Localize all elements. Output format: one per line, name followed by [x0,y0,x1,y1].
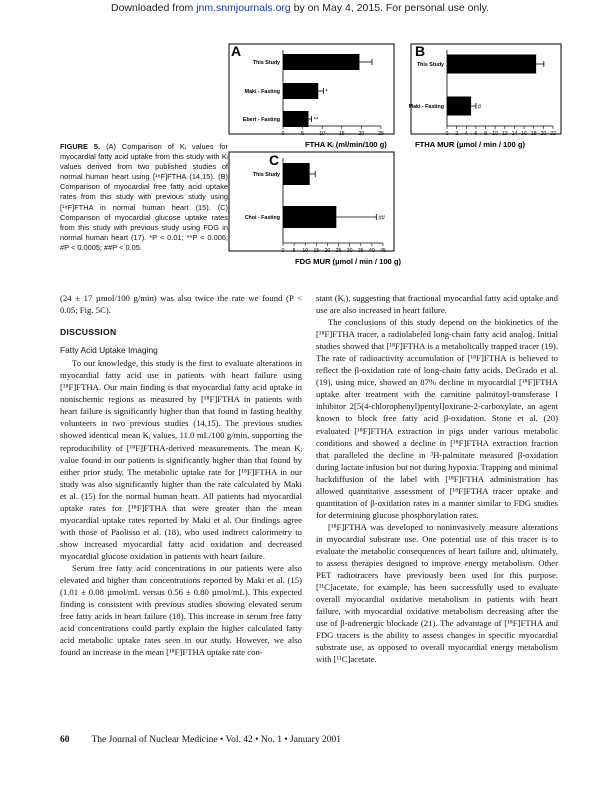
paragraph: Serum free fatty acid concentrations in our patients were also elevated and higher than concentrations reported by Maki et al. (15) (1.01 ± 0.08 µmol/mL versus 0.56 ± 0.80 µmol/mL). This expected finding is consistent with previous studies showing elevated serum free fatty acids in heart failure (18). This increase in serum free fatty acid concentrations could partly explain the higher calculated fatty acid metabolic uptake rates seen in our study. However, we also found an increase in the mean [¹⁸F]FTHA uptake rate con- [60,562,302,658]
row-label: This Study [252,172,280,178]
x-tick-label: 15 [313,248,320,254]
panel-letter: A [231,43,242,59]
x-tick-label: 12 [501,131,508,137]
paragraph: The conclusions of this study depend on the biokinetics of the [¹⁸F]FTHA tracer, a radiolabeled long-chain fatty acid analog. Initial studies showed that [¹⁸F]FTHA is a metabolically trapped tracer (19). The rate of radioactivity accumulation of [¹⁸F]FTHA is believed to reflect the β-oxidation rate of long-chain fatty acids. DeGrado et al. (19), using mice, showed an 87% decline in myocardial [¹⁸F]FTHA uptake after treatment with the carnitine palmitoyl-transferase I inhibitor 2[5(4-chlorophenyl)pentyl]oxirane-2-carboxylate, an agent known to block free fatty acid β-oxidation. Stone et al. (20) evaluated [¹⁸F]FTHA extraction in pigs under various metabolic conditions and showed a decline in [¹⁸F]FTHA extraction fraction that paralleled the decline in ³H-palmitate measured β-oxidation during lactate infusion but not during hypoxia. Trapping and minimal backdiffusion of the label with [¹⁸F]FTHA administration has allowed quantitative assessment of [¹⁸F]FTHA tracer uptake and quantitation of β-oxidation rates in a manner similar to FDG studies for determining glucose phosphorylation rates. [316,317,558,520]
row-label: This Study [252,60,280,66]
panel-frame [229,152,394,251]
page-footer [60,735,341,745]
x-tick-label: 5 [292,248,296,254]
paragraph: [¹⁸F]FTHA was developed to noninvasively measure alterations in myocardial substrate use. One potential use of this tracer is to evaluate the metabolic consequences of heart failure and, ultimately, to assess therapies designed to improve energy metabolism. Other PET radiotracers have previously been used for this purpose. [¹¹C]acetate, for example, has been successfully used to evaluate overall myocardial oxidative metabolism in patients with heart failure, with myocardial oxidative metabolism decreasing after the use of β-adrenergic blockade (21). The advantage of [¹⁸F]FTHA and FDG tracers is the ability to assess changes in specific myocardial substrate use, as opposed to overall myocardial energy metabolism with [¹¹C]acetate. [316,521,558,665]
x-tick-label: 30 [346,248,353,254]
x-tick-label: 45 [380,248,386,254]
x-tick-label: 6 [474,131,478,137]
x-tick-label: 20 [324,248,331,254]
paragraph: stant (Kᵢ), suggesting that fractional myocardial fatty acid uptake and use are also increased in heart failure. [316,293,558,316]
x-tick-label: 10 [319,131,326,137]
x-tick-label: 0 [281,248,285,254]
page-number: 60 [60,735,70,745]
section-heading: DISCUSSION [60,327,117,338]
bar [283,206,336,228]
x-tick-label: 2 [455,131,459,137]
bar [447,97,471,116]
paragraph: (24 ± 17 µmol/100 g/min) was also twice the rate we found (P < 0.05; Fig. 5C). [60,293,302,316]
row-label: Ebert - Fasting [242,117,280,123]
x-tick-label: 10 [492,131,499,137]
bar [447,55,536,74]
panel-b [409,43,561,149]
x-tick-label: 40 [368,248,375,254]
figure-caption: FIGURE 5. (A) Comparison of Kᵢ values for myocardial fatty acid uptake from this study with Kᵢ values derived from two published studies of normal human heart using [¹⁸F]FTHA (14,15). (B) Comparison of myocardial free fatty acid uptake rates from this study with previous study using [¹⁸F]FTHA in normal human heart (15). (C) Comparison of myocardial glucose uptake rates from this study with previous study using FDG in normal human heart (17). *P < 0.01; **P < 0.006; #P < 0.0005; ##P < 0.05. [60,142,229,252]
row-label: Maki - Fasting [408,104,444,110]
left-column [60,292,302,658]
bar [283,111,308,127]
panel-letter: B [415,43,426,59]
download-notice: Downloaded from jnm.snmjournals.org by on May 4, 2015. For personal use only. [110,2,489,14]
x-tick-label: 4 [464,131,468,137]
right-column [316,292,558,665]
x-tick-label: 14 [511,131,518,137]
x-axis-label: FDG MUR (µmol / min / 100 g) [295,257,402,266]
x-tick-label: 20 [540,131,547,137]
bar [283,54,359,70]
x-tick-label: 0 [281,131,285,137]
journal-footer: The Journal of Nuclear Medicine • Vol. 42 • No. 1 • January 2001 [91,735,341,745]
x-tick-label: 25 [335,248,342,254]
paragraph: To our knowledge, this study is the first to evaluate alterations in myocardial fatty acid use in patients with heart failure using [¹⁸F]FTHA. Our main finding is that myocardial fatty acid uptake in nonischemic regions as measured by [¹⁸F]FTHA in patients with heart failure is significantly higher than that found in fasting healthy volunteers in two previous studies (14,15). The previous studies showed identical mean Kᵢ values, 11.0 mL/100 g/min, supporting the reproducibility of [¹⁸F]FTHA-derived measurements. The mean Kᵢ value found in our patients is significantly higher than that found by either prior study. The metabolic uptake rate for [¹⁸F]FTHA in our study was also significantly higher than the rate calculated by Maki et al. (15) for the normal human heart. All patients had myocardial uptake rates for [¹⁸F]FTHA that were greater than the mean myocardial uptake rates reported by Maki et al. Our findings agree with those of Paolisso et al. (18), who used indirect calorimetry to show increased myocardial fatty acid oxidation and decreased myocardial glucose oxidation in patients with heart failure. [60,358,302,561]
significance-mark: ** [313,117,319,124]
x-tick-label: 10 [302,248,309,254]
significance-mark: ## [378,215,386,222]
x-tick-label: 15 [338,131,345,137]
x-tick-label: 25 [378,131,384,137]
panel-letter: C [269,152,280,168]
x-tick-label: 5 [301,131,305,137]
panel-a [229,43,394,149]
figure-5 [225,38,565,300]
row-label: Maki - Fasting [244,89,280,95]
row-label: This Study [416,62,444,68]
x-axis-label: FTHA MUR (µmol / min / 100 g) [415,140,525,149]
significance-mark: * [325,89,328,96]
significance-mark: # [477,104,482,111]
x-tick-label: 35 [357,248,364,254]
panel-c [229,152,402,266]
x-tick-label: 18 [530,131,537,137]
x-tick-label: 8 [484,131,487,137]
journal-link[interactable]: jnm.snmjournals.org [196,2,291,14]
row-label: Choi - Fasting [244,215,280,221]
x-tick-label: 16 [521,131,527,137]
x-tick-label: 22 [550,131,556,137]
subsection-heading: Fatty Acid Uptake Imaging [60,345,158,356]
x-tick-label: 0 [445,131,449,137]
bar [283,83,318,99]
bar [283,163,310,185]
x-tick-label: 20 [358,131,365,137]
x-axis-label: FTHA Kᵢ (ml/min/100 g) [305,140,387,149]
